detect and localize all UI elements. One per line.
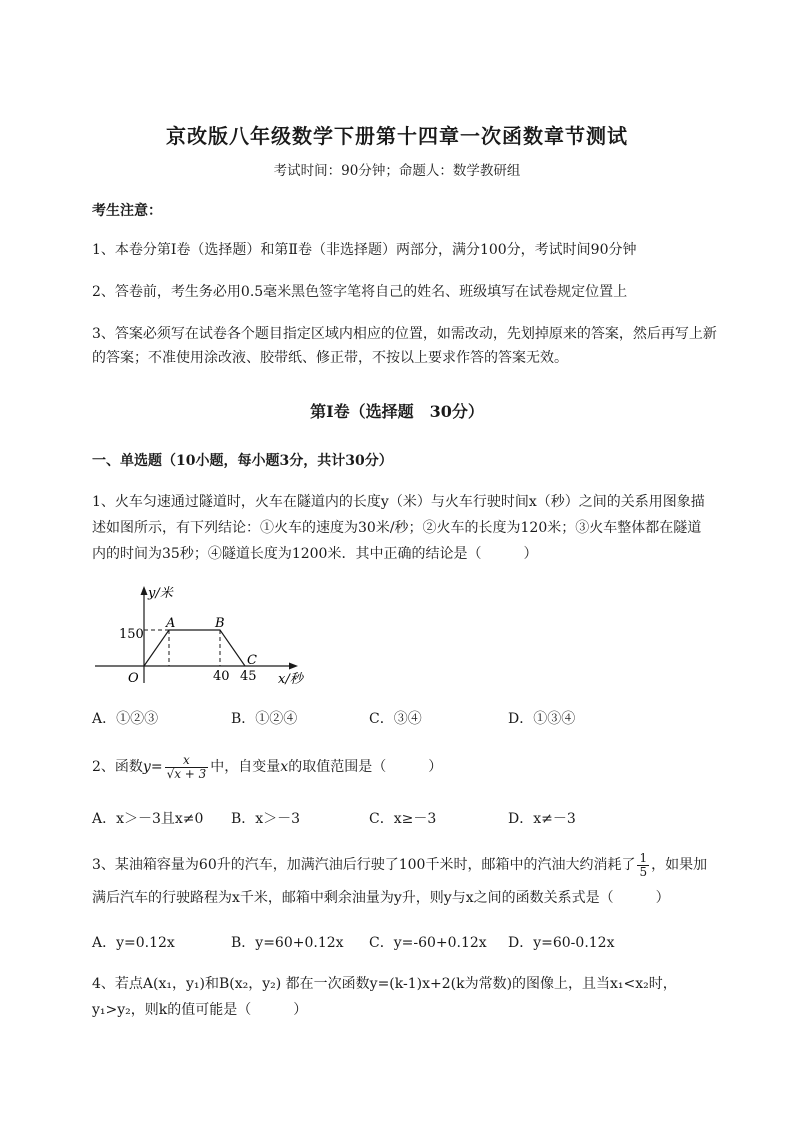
q3-line1a: 3、某油箱容量为60升的汽车，加满汽油后行驶了100千米时，邮箱中的汽油大约消耗了 (92, 857, 636, 873)
part-heading: 一、单选题（10小题，每小题3分，共计30分） (92, 453, 393, 469)
q3-option-d[interactable]: D．y=60-0.12x (508, 935, 615, 951)
x-tick-40: 40 (213, 669, 230, 684)
exam-subtitle: 考试时间：90分钟；命题人：数学教研组 (273, 163, 521, 179)
q3-option-c[interactable]: C．y=-60+0.12x (369, 935, 487, 951)
graph-line (144, 630, 245, 666)
q2-frac-den: √x + 3 (166, 766, 207, 781)
q1-option-a[interactable]: A．①②③ (92, 711, 159, 727)
q1-option-d[interactable]: D．①③④ (508, 711, 576, 727)
q1-option-b[interactable]: B．①②④ (231, 711, 298, 727)
q2-var: x (280, 759, 289, 775)
q2-option-a[interactable]: A．x＞－3且x≠0 (92, 811, 204, 827)
notice-item-1: 1、本卷分第I卷（选择题）和第Ⅱ卷（非选择题）两部分，满分100分，考试时间90分钟 (92, 242, 637, 258)
notice-heading: 考生注意： (92, 203, 162, 219)
x-axis-arrow (289, 663, 298, 670)
q2-frac-num: x (165, 754, 209, 768)
origin-label: O (128, 671, 139, 686)
q4-line-2: y₁>y₂，则k的值可能是（ ） (92, 1002, 308, 1018)
q1-graph (92, 578, 322, 690)
q2-suffix: 中，自变量 (210, 759, 281, 775)
q3-frac-num: 1 (639, 850, 648, 865)
exam-title: 京改版八年级数学下册第十四章一次函数章节测试 (166, 124, 628, 148)
q2-option-b[interactable]: B．x＞－3 (231, 811, 301, 827)
point-B-label: B (215, 616, 225, 631)
q2-prefix: 2、函数 (92, 759, 143, 775)
q4-line-1: 4、若点A(x₁，y₁)和B(x₂，y₂) 都在一次函数y=(k-1)x+2(k为常数)的图像上，且当x₁<x₂时， (92, 976, 677, 992)
y-axis-label: y/米 (148, 586, 173, 601)
q3-option-a[interactable]: A．y=0.12x (92, 935, 175, 951)
point-C-label: C (247, 653, 257, 668)
q3-line-2: 满后汽车的行驶路程为x千米，邮箱中剩余油量为y升，则y与x之间的函数关系式是（ ） (92, 890, 670, 906)
q3-fraction (637, 852, 649, 879)
q1-line-3: 内的时间为35秒；④隧道长度为1200米．其中正确的结论是（ ） (92, 546, 538, 562)
section-title: 第I卷（选择题 30分） (310, 402, 484, 421)
q2-y-eq: y= (142, 759, 163, 775)
y-tick-150: 150 (119, 627, 144, 642)
q3-line1b: ，如果加 (651, 857, 708, 873)
q1-line-2: 述如图所示，有下列结论：①火车的速度为30米/秒；②火车的长度为120米；③火车整体都在隧道 (92, 520, 702, 536)
point-A-label: A (166, 616, 176, 631)
q2-option-d[interactable]: D．x≠－3 (508, 811, 576, 827)
y-axis-arrow (141, 586, 148, 595)
q2-option-c[interactable]: C．x≥－3 (369, 811, 437, 827)
x-axis-label: x/秒 (278, 672, 303, 687)
q1-option-c[interactable]: C．③④ (369, 711, 422, 727)
q2-suffix2: 的取值范围是（ ） (288, 759, 443, 775)
q3-option-b[interactable]: B．y=60+0.12x (231, 935, 344, 951)
notice-item-3: 3、答案必须写在试卷各个题目指定区域内相应的位置，如需改动，先划掉原来的答案，然后再写上新的答案；不准使用涂改液、胶带纸、修正带，不按以上要求作答的答案无效。 (92, 326, 717, 366)
x-tick-45: 45 (240, 669, 257, 684)
q3-line-1 (92, 850, 712, 880)
q2-stem (92, 752, 712, 782)
notice-item-2: 2、答卷前，考生务必用0.5毫米黑色签字笔将自己的姓名、班级填写在试卷规定位置上 (92, 284, 628, 300)
q1-line-1: 1、火车匀速通过隧道时，火车在隧道内的长度y（米）与火车行驶时间x（秒）之间的关系用图象描 (92, 494, 705, 510)
q3-frac-den: 5 (639, 864, 648, 879)
q2-fraction (165, 754, 209, 781)
